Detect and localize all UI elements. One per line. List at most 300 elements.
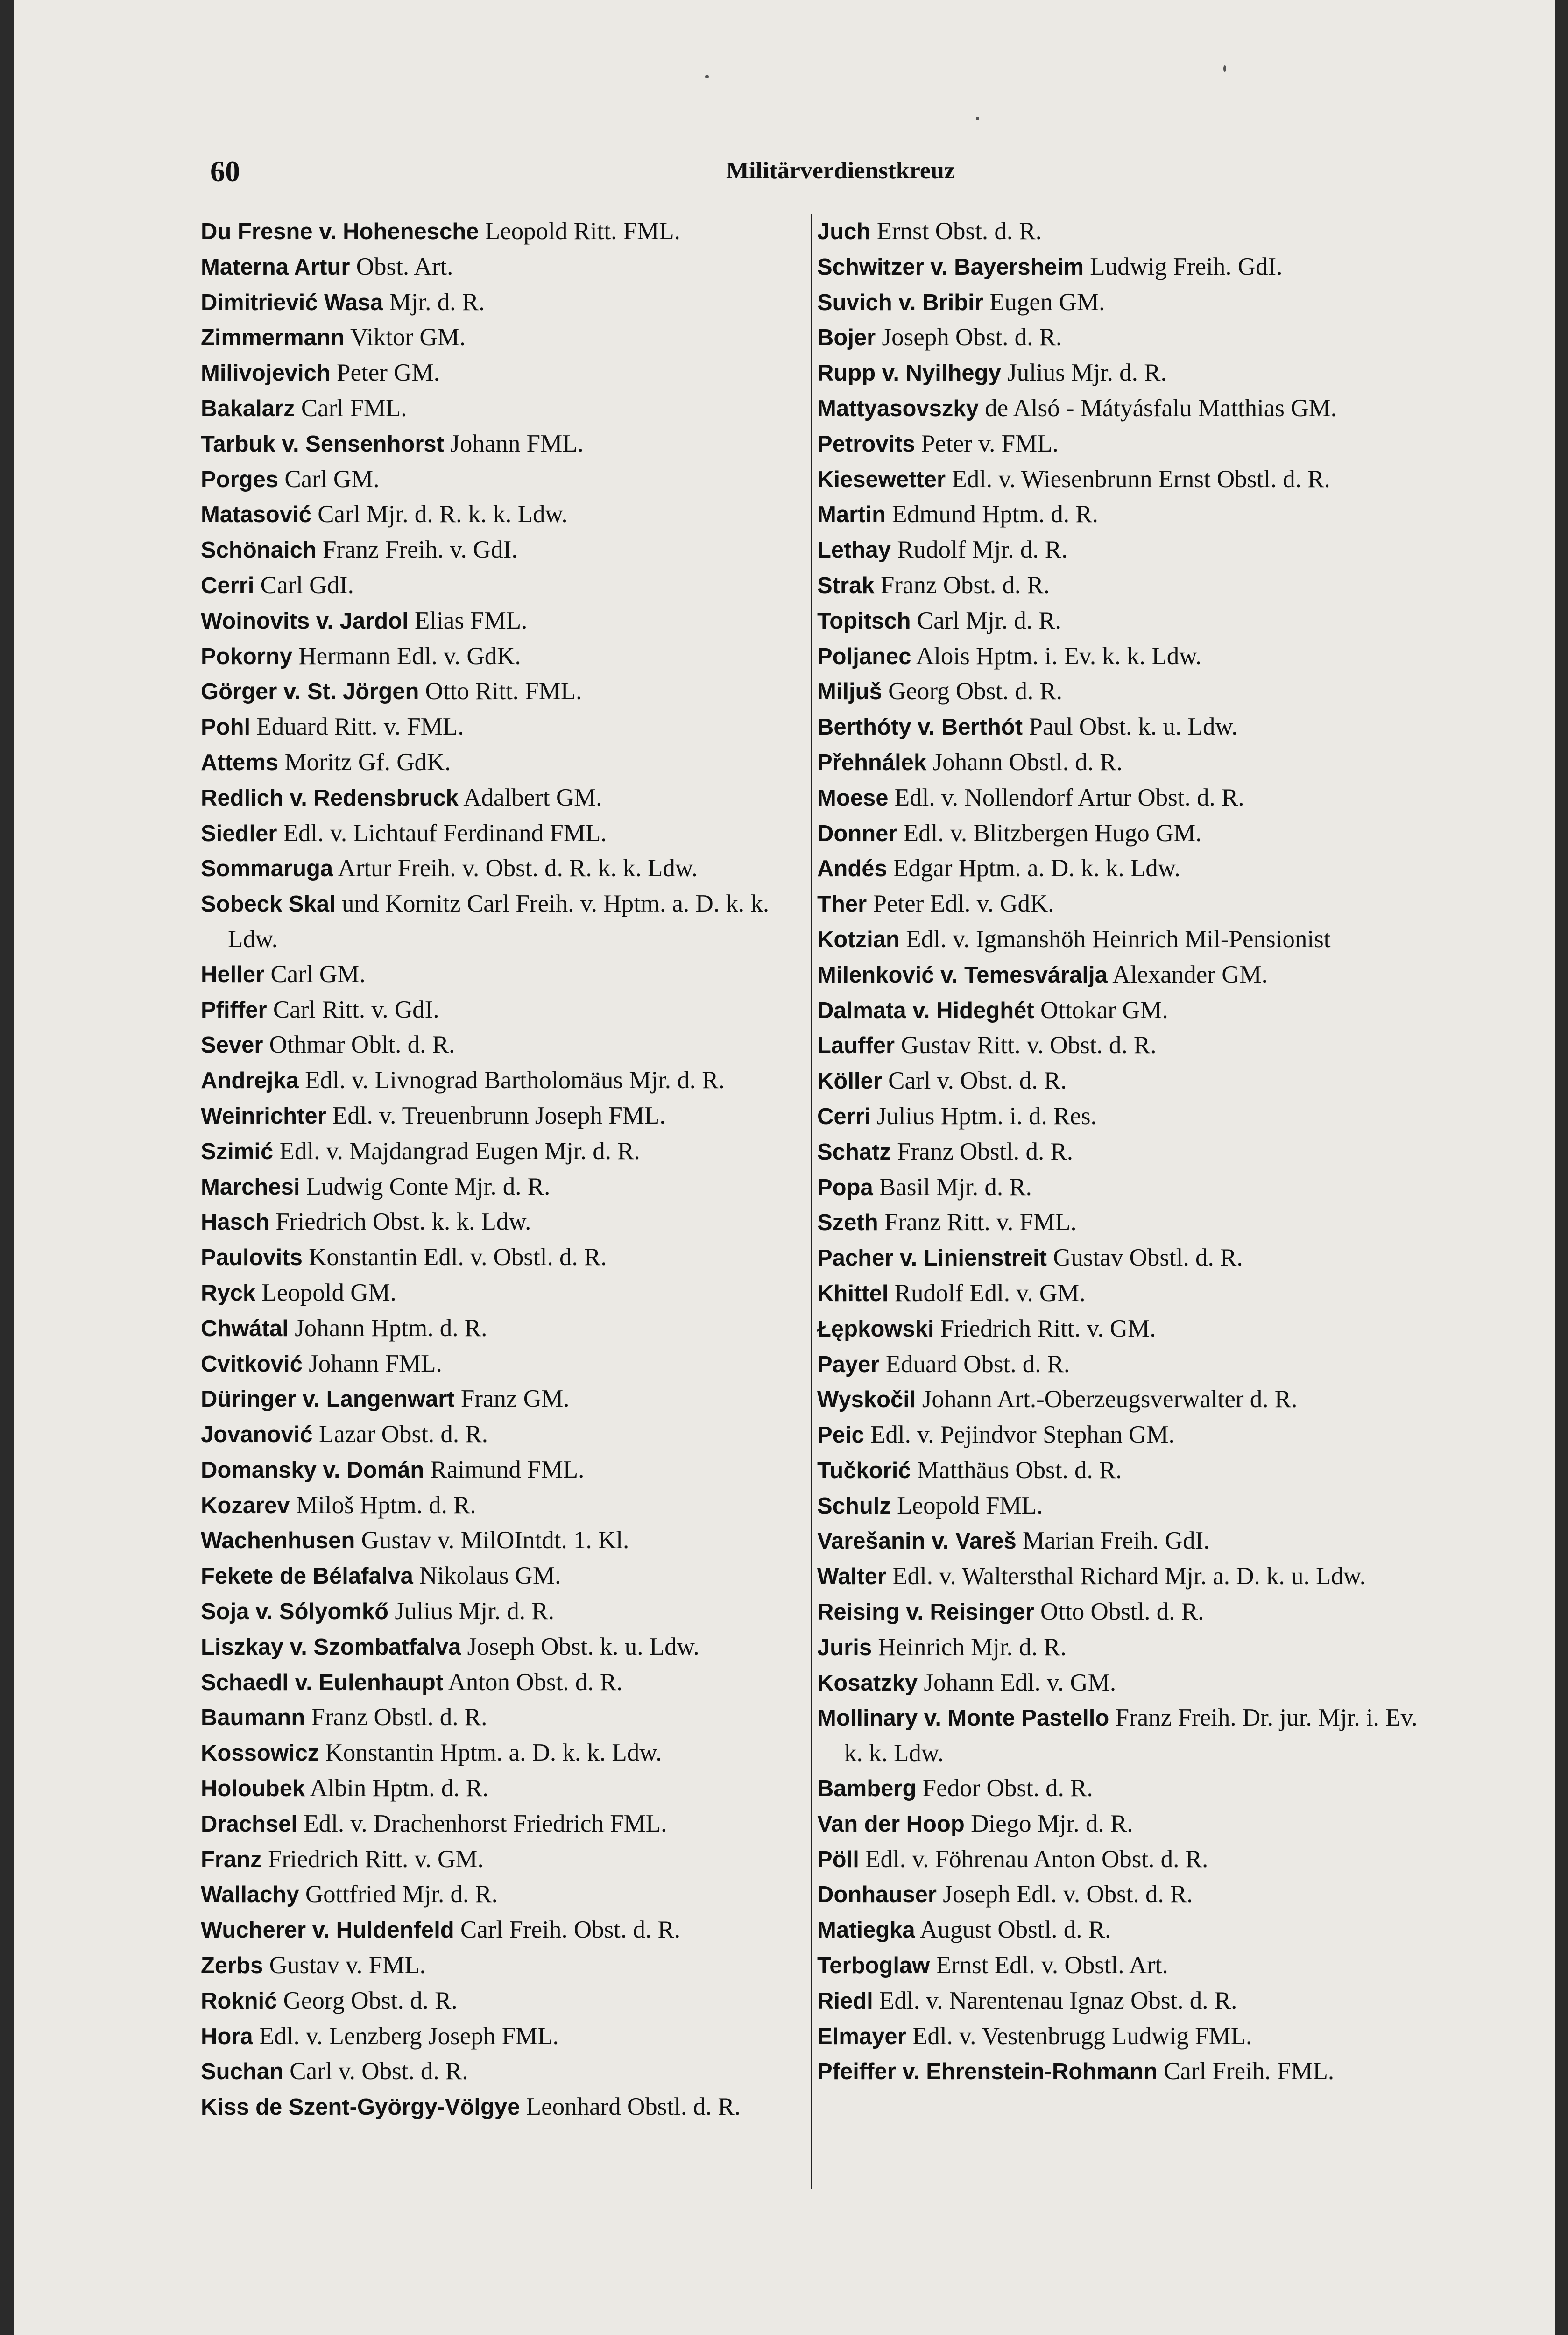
register-entry — [817, 639, 1420, 674]
entry-surname: Bamberg — [817, 1776, 917, 1802]
entry-details: Otto Obstl. d. R. — [1034, 1598, 1204, 1626]
entry-surname: Hora — [201, 2024, 253, 2049]
entry-surname: Siedler — [201, 821, 277, 846]
entry-surname: Andés — [817, 856, 887, 882]
entry-surname: Du Fresne v. Hohenesche — [201, 219, 479, 244]
entry-details: Viktor GM. — [344, 324, 466, 351]
entry-details: Peter Edl. v. GdK. — [867, 890, 1054, 918]
entry-details: Leonhard Obstl. d. R. — [520, 2093, 741, 2121]
entry-details: Johann Hptm. d. R. — [288, 1314, 487, 1342]
register-entry — [817, 1523, 1420, 1559]
entry-surname: Materna Artur — [201, 254, 350, 280]
entry-details: Fedor Obst. d. R. — [916, 1775, 1093, 1802]
entry-surname: Walter — [817, 1564, 886, 1590]
entry-surname: Woinovits v. Jardol — [201, 608, 409, 634]
entry-surname: Andrejka — [201, 1068, 299, 1094]
entry-details: Edl. v. Waltersthal Richard Mjr. a. D. k. u. Ldw. — [886, 1563, 1366, 1590]
entry-surname: Görger v. St. Jörgen — [201, 679, 419, 705]
entry-surname: Payer — [817, 1351, 880, 1377]
entry-surname: Lethay — [817, 538, 891, 563]
register-entry — [201, 674, 803, 709]
entry-surname: Fekete de Bélafalva — [201, 1564, 413, 1589]
entry-surname: Pokorny — [201, 644, 293, 669]
entry-surname: Porges — [201, 467, 279, 492]
entry-details: Edl. v. Livnograd Bartholomäus Mjr. d. R. — [298, 1067, 725, 1094]
entry-surname: Topitsch — [817, 608, 911, 634]
register-entry — [201, 1063, 803, 1098]
entry-details: Carl Freih. FML. — [1157, 2058, 1335, 2085]
entry-surname: Marchesi — [201, 1174, 300, 1200]
entry-details: Peter v. FML. — [915, 430, 1059, 457]
register-entry — [817, 1948, 1420, 1983]
register-entry — [201, 851, 803, 886]
register-entry — [817, 816, 1420, 851]
register-entry — [201, 709, 803, 745]
register-entry — [201, 1523, 803, 1558]
register-entry — [817, 1347, 1420, 1382]
register-entry — [817, 709, 1420, 745]
entry-surname: Matiegka — [817, 1918, 915, 1943]
register-entry — [817, 285, 1420, 320]
entry-details: Georg Obst. d. R. — [882, 678, 1063, 705]
entry-surname: Wallachy — [201, 1882, 299, 1908]
entry-surname: Riedl — [817, 1988, 873, 2014]
entry-details: Diego Mjr. d. R. — [964, 1810, 1133, 1837]
register-entry — [201, 285, 803, 320]
entry-surname: Kosatzky — [817, 1670, 918, 1696]
entry-surname: Mollinary v. Monte Pastello — [817, 1705, 1109, 1731]
register-entry — [201, 2019, 803, 2054]
entry-surname: Varešanin v. Vareš — [817, 1528, 1017, 1554]
register-entry — [201, 1771, 803, 1806]
entry-surname: Elmayer — [817, 2024, 906, 2049]
entry-surname: Roknić — [201, 1988, 277, 2014]
entry-details: Julius Mjr. d. R. — [1001, 359, 1167, 387]
entry-details: Gustav v. FML. — [263, 1952, 426, 1979]
register-entry — [201, 1842, 803, 1877]
entry-details: Joseph Obst. k. u. Ldw. — [461, 1633, 699, 1660]
register-entry — [201, 426, 803, 462]
entry-surname: Wachenhusen — [201, 1528, 355, 1554]
entry-surname: Köller — [817, 1068, 882, 1094]
entry-details: Franz Ritt. v. FML. — [878, 1209, 1077, 1236]
register-entry — [201, 2054, 803, 2089]
entry-surname: Juris — [817, 1634, 872, 1660]
entry-details: Ernst Obst. d. R. — [870, 218, 1042, 245]
entry-details: Othmar Oblt. d. R. — [263, 1031, 455, 1059]
register-entry — [201, 249, 803, 285]
register-entry — [201, 1806, 803, 1842]
entry-surname: Berthóty v. Berthót — [817, 715, 1023, 740]
entry-details: Rudolf Mjr. d. R. — [890, 536, 1068, 564]
entry-surname: Van der Hoop — [817, 1811, 965, 1837]
entry-surname: Pacher v. Linienstreit — [817, 1245, 1047, 1271]
entry-details: Albin Hptm. d. R. — [305, 1775, 489, 1802]
register-entry — [817, 1594, 1420, 1630]
entry-details: Edl. v. Lenzberg Joseph FML. — [253, 2022, 559, 2050]
entry-details: Friedrich Obst. k. k. Ldw. — [269, 1208, 531, 1236]
entry-details: Joseph Edl. v. Obst. d. R. — [936, 1881, 1193, 1908]
entry-details: Adalbert GM. — [458, 784, 602, 811]
register-entry — [817, 993, 1420, 1028]
entry-details: Edl. v. Drachenhorst Friedrich FML. — [297, 1810, 667, 1837]
register-entry — [817, 1240, 1420, 1276]
register-entry — [817, 1842, 1420, 1877]
register-entry — [201, 1204, 803, 1240]
register-entry — [817, 674, 1420, 709]
entry-details: Carl Freih. Obst. d. R. — [454, 1916, 681, 1944]
entry-surname: Ther — [817, 892, 867, 917]
entry-details: Edl. v. Vestenbrugg Ludwig FML. — [906, 2022, 1252, 2050]
entry-surname: Kotzian — [817, 927, 900, 952]
register-entry — [817, 1453, 1420, 1488]
register-entry — [201, 886, 803, 957]
entry-details: Johann FML. — [444, 430, 584, 457]
entry-details: Eduard Ritt. v. FML. — [250, 713, 464, 741]
entry-details: Carl v. Obst. d. R. — [283, 2058, 468, 2085]
register-entry — [817, 745, 1420, 780]
register-entry — [817, 1771, 1420, 1806]
register-entry — [817, 1276, 1420, 1311]
entry-details: Carl Mjr. d. R. — [911, 607, 1061, 634]
register-entry — [817, 568, 1420, 603]
left-column — [201, 214, 803, 2125]
register-entry — [817, 886, 1420, 922]
entry-surname: Pohl — [201, 715, 251, 740]
entry-surname: Schatz — [817, 1139, 891, 1165]
register-entry — [201, 1098, 803, 1134]
entry-details: Johann Art.-Oberzeugsverwalter d. R. — [916, 1386, 1298, 1413]
register-entry — [817, 2019, 1420, 2054]
register-entry — [201, 1948, 803, 1983]
entry-details: Franz Freih. v. GdI. — [316, 536, 518, 564]
register-entry — [201, 391, 803, 426]
entry-details: Edl. v. Wiesenbrunn Ernst Obstl. d. R. — [946, 465, 1330, 493]
entry-details: Eugen GM. — [983, 288, 1105, 316]
register-entry — [817, 1806, 1420, 1842]
register-entry — [817, 249, 1420, 285]
entry-details: Edl. v. Narentenau Ignaz Obst. d. R. — [873, 1987, 1237, 2014]
entry-surname: Reising v. Reisinger — [817, 1599, 1034, 1625]
register-entry — [201, 1877, 803, 1912]
register-entry — [201, 1983, 803, 2019]
register-entry — [817, 1311, 1420, 1347]
register-entry — [201, 532, 803, 568]
entry-surname: Schulz — [817, 1493, 891, 1519]
register-entry — [201, 462, 803, 497]
entry-details: Gustav Ritt. v. Obst. d. R. — [895, 1032, 1157, 1059]
entry-details: Eduard Obst. d. R. — [879, 1350, 1070, 1378]
register-entry — [201, 320, 803, 355]
entry-details: Mjr. d. R. — [383, 288, 485, 316]
entry-details: Franz Freih. Dr. jur. Mjr. i. Ev. k. k. Ldw. — [844, 1704, 1418, 1767]
entry-details: Joseph Obst. d. R. — [876, 324, 1062, 351]
entry-details: Basil Mjr. d. R. — [873, 1173, 1032, 1201]
entry-details: Leopold GM. — [255, 1279, 396, 1306]
register-entry — [817, 1912, 1420, 1948]
entry-surname: Lauffer — [817, 1033, 895, 1059]
entry-surname: Bojer — [817, 325, 876, 351]
register-entry — [201, 497, 803, 532]
register-entry — [817, 1877, 1420, 1912]
register-entry — [201, 214, 803, 249]
register-entry — [817, 214, 1420, 249]
entry-surname: Cerri — [201, 573, 254, 598]
entry-surname: Kossowicz — [201, 1741, 319, 1766]
entry-details: Carl GdI. — [254, 571, 354, 599]
register-entry — [201, 355, 803, 391]
entry-surname: Sobeck Skal — [201, 892, 336, 917]
register-entry — [817, 1488, 1420, 1524]
entry-surname: Zimmermann — [201, 325, 345, 351]
entry-details: Ernst Edl. v. Obstl. Art. — [930, 1952, 1168, 1979]
register-entry — [817, 851, 1420, 886]
print-speck — [976, 117, 979, 120]
register-entry — [817, 922, 1420, 957]
entry-details: Friedrich Ritt. v. GM. — [934, 1315, 1156, 1342]
entry-surname: Domansky v. Domán — [201, 1457, 424, 1483]
register-entry — [817, 1099, 1420, 1134]
entry-details: Artur Freih. v. Obst. d. R. k. k. Ldw. — [333, 855, 698, 882]
entry-surname: Dimitriević Wasa — [201, 290, 383, 315]
register-entry — [201, 1275, 803, 1311]
entry-surname: Dalmata v. Hideghét — [817, 998, 1034, 1023]
register-entry — [817, 532, 1420, 568]
register-entry — [817, 1170, 1420, 1205]
entry-details: Elias FML. — [408, 607, 528, 634]
entry-surname: Milivojevich — [201, 361, 331, 386]
entry-surname: Matasović — [201, 502, 311, 528]
entry-surname: Cvitković — [201, 1351, 303, 1377]
entry-surname: Donner — [817, 821, 897, 846]
entry-details: August Obstl. d. R. — [915, 1916, 1111, 1944]
register-entry — [201, 603, 803, 639]
entry-details: Carl GM. — [264, 960, 366, 988]
register-entry — [201, 992, 803, 1028]
entry-details: Edmund Hptm. d. R. — [886, 501, 1098, 528]
entry-surname: Kiss de Szent-György-Völgye — [201, 2094, 520, 2120]
entry-surname: Tučkorić — [817, 1458, 911, 1483]
register-entry — [201, 568, 803, 603]
entry-details: Franz Obstl. d. R. — [305, 1704, 487, 1731]
entry-surname: Redlich v. Redensbruck — [201, 785, 459, 811]
entry-details: Edl. v. Igmanshöh Heinrich Mil-Pensionist — [899, 925, 1331, 953]
register-entry — [817, 1382, 1420, 1417]
entry-details: Ottokar GM. — [1034, 996, 1168, 1024]
entry-details: Leopold FML. — [890, 1492, 1043, 1519]
entry-surname: Sever — [201, 1033, 263, 1058]
right-column — [817, 214, 1420, 2089]
entry-surname: Franz — [201, 1847, 262, 1872]
entry-details: Konstantin Hptm. a. D. k. k. Ldw. — [319, 1739, 662, 1767]
entry-details: Alexander GM. — [1107, 961, 1268, 988]
register-entry — [201, 1134, 803, 1169]
register-entry — [201, 1346, 803, 1382]
entry-details: Matthäus Obst. d. R. — [911, 1456, 1122, 1484]
register-entry — [201, 1594, 803, 1629]
entry-surname: Juch — [817, 219, 871, 244]
entry-details: de Alsó - Mátyásfalu Matthias GM. — [978, 394, 1337, 422]
entry-details: Paul Obst. k. u. Ldw. — [1023, 713, 1238, 741]
entry-details: und Kornitz Carl Freih. v. Hptm. a. D. k. k. Ldw. — [228, 890, 770, 953]
entry-details: Edl. v. Pejindvor Stephan GM. — [864, 1421, 1175, 1449]
entry-surname: Moese — [817, 785, 889, 811]
entry-details: Edl. v. Nollendorf Artur Obst. d. R. — [888, 784, 1244, 811]
register-entry — [817, 957, 1420, 993]
entry-surname: Ryck — [201, 1280, 256, 1306]
entry-details: Konstantin Edl. v. Obstl. d. R. — [302, 1244, 607, 1271]
register-entry — [817, 1417, 1420, 1453]
entry-details: Gustav v. MilOIntdt. 1. Kl. — [355, 1527, 629, 1554]
entry-details: Carl Ritt. v. GdI. — [267, 996, 439, 1023]
entry-details: Heinrich Mjr. d. R. — [872, 1633, 1067, 1661]
entry-surname: Holoubek — [201, 1776, 305, 1802]
entry-surname: Jovanović — [201, 1422, 313, 1448]
register-entry — [201, 1417, 803, 1452]
entry-surname: Drachsel — [201, 1811, 298, 1837]
entry-details: Johann Edl. v. GM. — [918, 1669, 1116, 1696]
entry-surname: Wyskočil — [817, 1387, 916, 1413]
register-entry — [201, 1735, 803, 1771]
entry-surname: Szeth — [817, 1210, 878, 1236]
entry-surname: Bakalarz — [201, 396, 295, 421]
entry-details: Johann Obstl. d. R. — [926, 748, 1123, 776]
entry-surname: Szimić — [201, 1139, 274, 1164]
entry-surname: Suchan — [201, 2059, 283, 2085]
entry-surname: Donhauser — [817, 1882, 937, 1908]
entry-details: Carl v. Obst. d. R. — [882, 1067, 1067, 1095]
entry-surname: Martin — [817, 502, 886, 528]
entry-surname: Petrovits — [817, 431, 915, 457]
entry-surname: Liszkay v. Szombatfalva — [201, 1634, 461, 1660]
register-entry — [817, 355, 1420, 391]
entry-details: Gottfried Mjr. d. R. — [299, 1881, 498, 1908]
entry-details: Miloš Hptm. d. R. — [290, 1491, 476, 1519]
register-entry — [201, 1700, 803, 1735]
entry-details: Leopold Ritt. FML. — [479, 218, 680, 245]
entry-surname: Paulovits — [201, 1245, 303, 1271]
register-entry — [201, 1381, 803, 1417]
entry-surname: Khittel — [817, 1281, 889, 1306]
entry-details: Franz Obstl. d. R. — [890, 1138, 1074, 1165]
entry-surname: Heller — [201, 962, 265, 987]
entry-surname: Přehnálek — [817, 750, 927, 775]
entry-details: Rudolf Edl. v. GM. — [888, 1279, 1086, 1307]
register-entry — [817, 1700, 1420, 1771]
register-entry — [201, 957, 803, 992]
entry-surname: Pfeiffer v. Ehrenstein-Rohmann — [817, 2059, 1158, 2085]
register-entry — [201, 780, 803, 816]
register-entry — [817, 2054, 1420, 2089]
entry-surname: Suvich v. Bribir — [817, 290, 983, 315]
register-entry — [817, 1028, 1420, 1063]
entry-surname: Poljanec — [817, 644, 911, 669]
entry-details: Ludwig Conte Mjr. d. R. — [300, 1173, 551, 1200]
entry-surname: Popa — [817, 1175, 873, 1200]
entry-surname: Düringer v. Langenwart — [201, 1387, 455, 1412]
register-entry — [817, 1134, 1420, 1170]
entry-surname: Miljuš — [817, 679, 882, 705]
entry-details: Edl. v. Majdangrad Eugen Mjr. d. R. — [273, 1137, 640, 1165]
entry-surname: Pfiffer — [201, 997, 267, 1023]
register-entry — [201, 1240, 803, 1275]
entry-details: Georg Obst. d. R. — [277, 1987, 458, 2014]
entry-details: Gustav Obstl. d. R. — [1047, 1244, 1243, 1272]
entry-details: Edl. v. Föhrenau Anton Obst. d. R. — [859, 1845, 1208, 1873]
entry-surname: Hasch — [201, 1210, 270, 1235]
book-page — [14, 0, 1555, 2335]
entry-details: Julius Mjr. d. R. — [388, 1598, 554, 1625]
entry-details: Carl FML. — [295, 394, 407, 422]
entry-details: Franz GM. — [454, 1385, 570, 1413]
register-entry — [201, 745, 803, 780]
entry-details: Raimund FML. — [424, 1456, 585, 1483]
register-entry — [201, 1311, 803, 1346]
entry-details: Nikolaus GM. — [413, 1562, 561, 1590]
register-entry — [817, 462, 1420, 497]
register-entry — [201, 2089, 803, 2125]
running-title: Militärverdienstkreuz — [726, 157, 955, 184]
entry-surname: Schaedl v. Eulenhaupt — [201, 1670, 444, 1695]
entry-details: Marian Freih. GdI. — [1016, 1527, 1210, 1555]
entry-surname: Cerri — [817, 1104, 871, 1129]
entry-surname: Baumann — [201, 1705, 305, 1731]
register-entry — [817, 320, 1420, 355]
entry-details: Hermann Edl. v. GdK. — [292, 642, 521, 670]
entry-surname: Terboglaw — [817, 1953, 930, 1979]
entry-details: Carl GM. — [278, 465, 380, 493]
entry-surname: Zerbs — [201, 1953, 263, 1979]
page-number: 60 — [210, 155, 240, 188]
entry-details: Moritz Gf. GdK. — [278, 748, 451, 776]
entry-surname: Kiesewetter — [817, 467, 946, 492]
register-entry — [817, 1630, 1420, 1665]
page-header — [210, 154, 1471, 191]
entry-surname: Weinrichter — [201, 1103, 326, 1129]
register-entry — [201, 1452, 803, 1488]
entry-details: Franz Obst. d. R. — [874, 571, 1050, 599]
register-entry — [817, 603, 1420, 639]
entry-surname: Pöll — [817, 1847, 859, 1872]
entry-surname: Tarbuk v. Sensenhorst — [201, 431, 444, 457]
register-entry — [817, 1559, 1420, 1594]
entry-surname: Milenković v. Temesváralja — [817, 962, 1108, 988]
entry-details: Lazar Obst. d. R. — [312, 1421, 488, 1448]
entry-surname: Strak — [817, 573, 875, 598]
entry-details: Friedrich Ritt. v. GM. — [261, 1845, 484, 1873]
entry-details: Edgar Hptm. a. D. k. k. Ldw. — [887, 855, 1180, 882]
register-entry — [201, 816, 803, 851]
entry-details: Obst. Art. — [350, 253, 453, 280]
entry-details: Peter GM. — [330, 359, 440, 387]
entry-details: Ludwig Freih. GdI. — [1084, 253, 1283, 280]
entry-surname: Sommaruga — [201, 856, 333, 882]
print-speck — [705, 75, 709, 78]
entry-details: Edl. v. Blitzbergen Hugo GM. — [897, 819, 1202, 847]
entry-surname: Mattyasovszky — [817, 396, 979, 421]
register-entry — [817, 1063, 1420, 1099]
register-entry — [201, 1665, 803, 1700]
register-entry — [817, 426, 1420, 462]
register-entry — [201, 1488, 803, 1523]
register-entry — [817, 1665, 1420, 1701]
entry-details: Edl. v. Lichtauf Ferdinand FML. — [277, 819, 607, 847]
entry-surname: Rupp v. Nyilhegy — [817, 361, 1001, 386]
register-entry — [201, 1027, 803, 1063]
register-entry — [201, 1558, 803, 1594]
entry-details: Julius Hptm. i. d. Res. — [870, 1102, 1097, 1130]
entry-details: Alois Hptm. i. Ev. k. k. Ldw. — [911, 642, 1202, 670]
